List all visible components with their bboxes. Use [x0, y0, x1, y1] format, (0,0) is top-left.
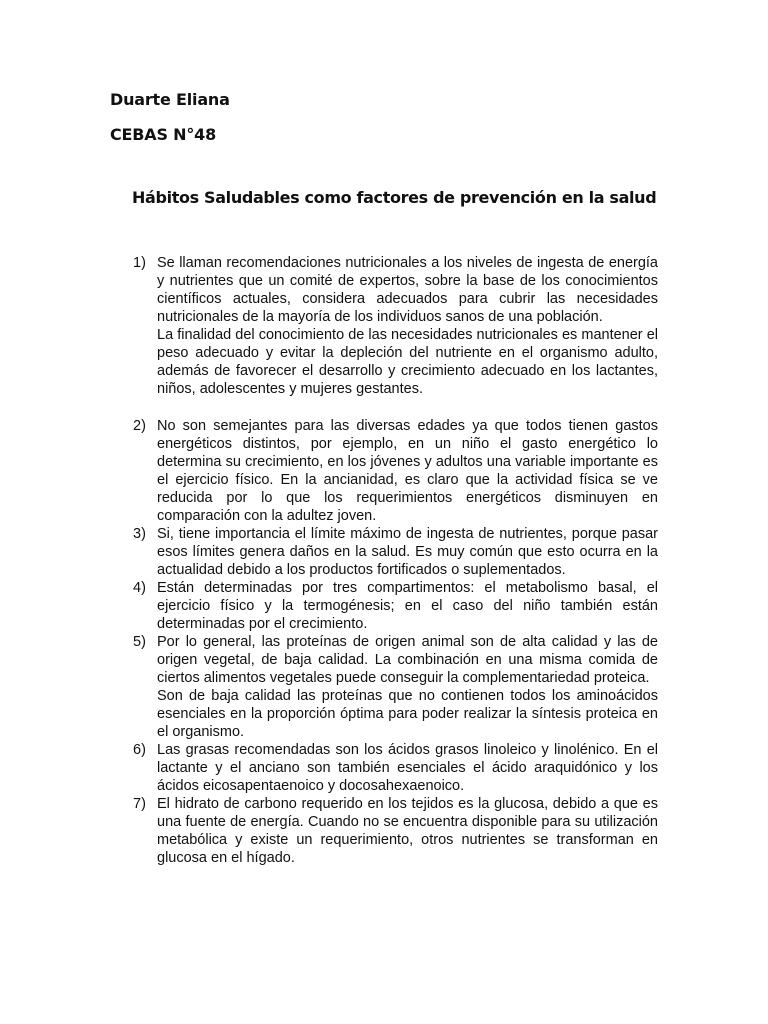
item-paragraph: No son semejantes para las diversas edades ya que todos tienen gastos energéticos distintos, por ejemplo, en un niño el gasto energético lo determina su crecimiento, en los jóvenes y adultos una variable importante es el ejercicio físico. En la ancianidad, es claro que la actividad física se ve reducida por lo que los requerimientos energéticos disminuyen en comparación con la adultez joven. — [157, 418, 658, 524]
item-number: 3) — [133, 526, 146, 542]
list-item-4 — [110, 579, 658, 633]
item-number: 7) — [133, 796, 146, 812]
item-paragraph: Son de baja calidad las proteínas que no contienen todos los aminoácidos esenciales en la proporción óptima para poder realizar la síntesis proteica en el organismo. — [157, 688, 658, 740]
item-paragraph: Están determinadas por tres compartimentos: el metabolismo basal, el ejercicio físico y la termogénesis; en el caso del niño también están determinadas por el crecimiento. — [157, 580, 658, 632]
list-item-2 — [110, 417, 658, 525]
item-number: 4) — [133, 580, 146, 596]
item-paragraph: Si, tiene importancia el límite máximo de ingesta de nutrientes, porque pasar esos límites genera daños en la salud. Es muy común que esto ocurra en la actualidad debido a los productos fortificados o suplementados. — [157, 526, 658, 578]
answer-list — [110, 254, 658, 867]
list-item-6 — [110, 741, 658, 795]
list-item-7 — [110, 795, 658, 867]
list-item-3 — [110, 525, 658, 579]
list-item-1 — [110, 254, 658, 398]
author-name: Duarte Eliana — [110, 90, 230, 109]
school-name: CEBAS N°48 — [110, 125, 217, 144]
item-number: 6) — [133, 742, 146, 758]
document-title: Hábitos Saludables como factores de prevención en la salud — [132, 188, 657, 207]
item-paragraph: Por lo general, las proteínas de origen animal son de alta calidad y las de origen vegetal, de baja calidad. La combinación en una misma comida de ciertos alimentos vegetales puede conseguir la complementariedad proteica. — [157, 634, 658, 686]
list-item-5 — [110, 633, 658, 741]
item-number: 1) — [133, 255, 146, 271]
item-number: 2) — [133, 418, 146, 434]
item-paragraph: Se llaman recomendaciones nutricionales a los niveles de ingesta de energía y nutrientes que un comité de expertos, sobre la base de los conocimientos científicos actuales, considera adecuados para cubrir las necesidades nutricionales de la mayoría de los individuos sanos de una población. — [157, 255, 658, 325]
item-paragraph: Las grasas recomendadas son los ácidos grasos linoleico y linolénico. En el lactante y el anciano son también esenciales el ácido araquidónico y los ácidos eicosapentaenoico y docosahexaenoico. — [157, 742, 658, 794]
item-number: 5) — [133, 634, 146, 650]
item-paragraph: La finalidad del conocimiento de las necesidades nutricionales es mantener el peso adecuado y evitar la depleción del nutriente en el organismo adulto, además de favorecer el desarrollo y crecimiento adecuado en los lactantes, niños, adolescentes y mujeres gestantes. — [157, 327, 658, 397]
item-paragraph: El hidrato de carbono requerido en los tejidos es la glucosa, debido a que es una fuente de energía. Cuando no se encuentra disponible para su utilización metabólica y existe un requerimiento, otros nutrientes se transforman en glucosa en el hígado. — [157, 796, 658, 866]
